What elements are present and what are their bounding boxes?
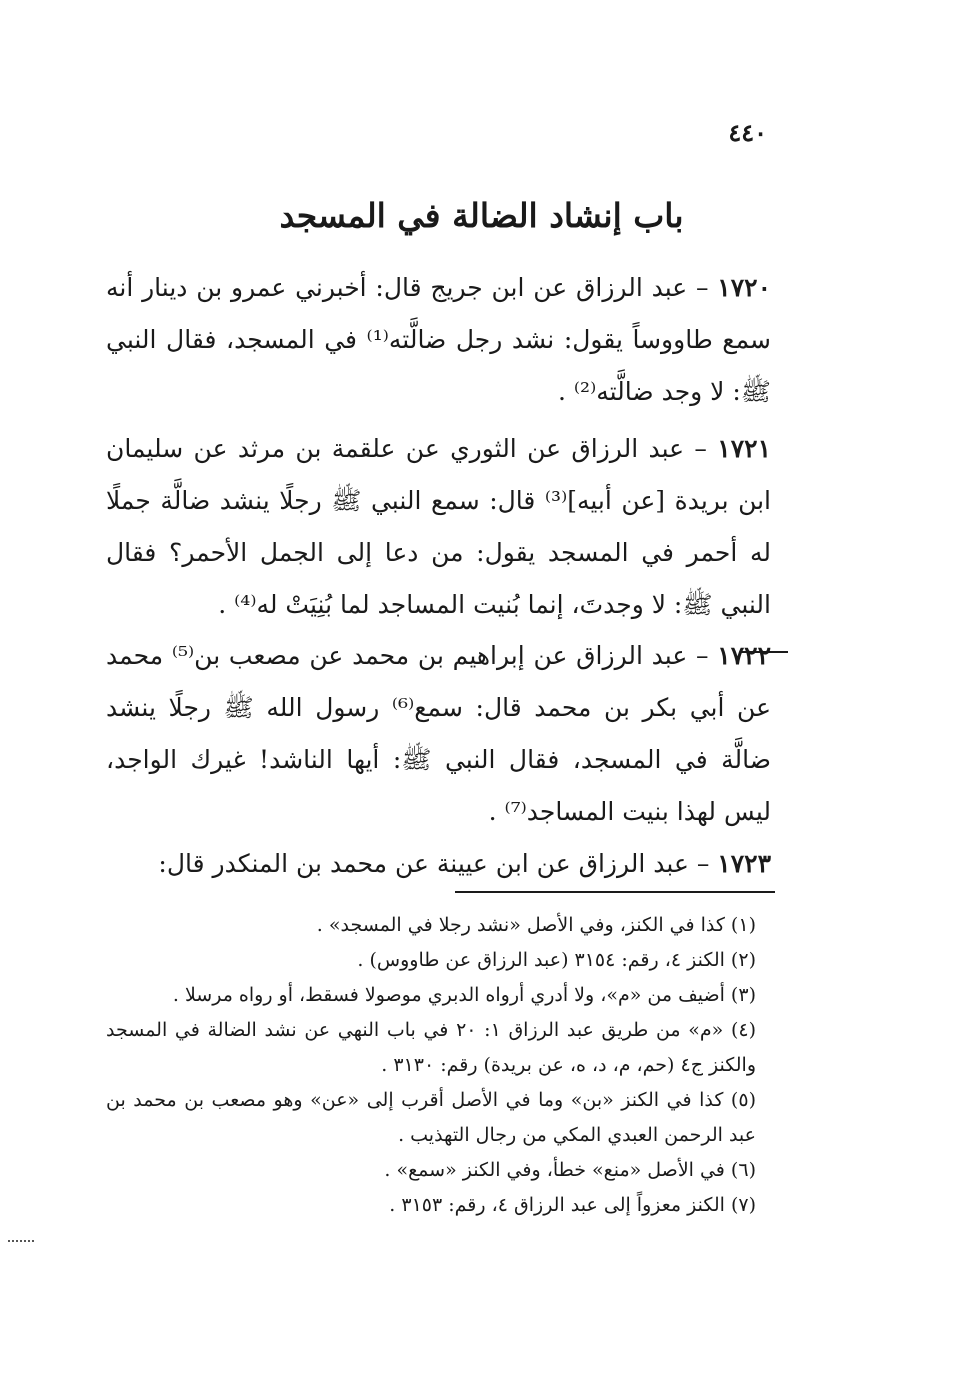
hadith-1721 [106, 423, 771, 631]
scan-mark [8, 1240, 34, 1248]
hadith-number: ١٧٢٣ [717, 849, 771, 878]
hadith-1723 [106, 838, 771, 890]
hadith-text: – عبد الرزاق عن ابن جريج قال: أخبرني عمرو بن دينار أنه سمع طاووساً يقول: نشد رجل ضالَّته⁽¹⁾ في المسجد، فقال النبي ﷺ: لا وجد ضالَّته⁽²⁾ . [106, 273, 771, 406]
hadith-number: ١٧٢١ [717, 434, 771, 463]
hadith-number: ١٧٢٠ [717, 273, 771, 302]
hadith-text: – عبد الرزاق عن إبراهيم بن محمد عن مصعب بن⁽⁵⁾ محمد عن أبي بكر بن محمد قال: سمع⁽⁶⁾ رسول الله ﷺ رجلًا ينشد ضالَّة في المسجد، فقال النبي ﷺ: أيها الناشد! غيرك الواجد، ليس لهذا بنيت المساجد⁽⁷⁾ . [106, 641, 771, 826]
footnote-3: (٣) أضيف من «م»، ولا أدري أرواه الدبري موصولا فسقط، أو رواه مرسلا . [172, 984, 756, 1006]
hadith-1722 [106, 630, 771, 838]
hadith-number: ١٧٢٢ [717, 641, 772, 670]
footnote-6: (٦) في الأصل «منع» خطأ، وفي الكنز «سمع» . [384, 1159, 756, 1181]
footnote-divider [455, 891, 775, 893]
hadith-1720 [106, 262, 771, 418]
footnote-1: (١) كذا في الكنز، وفي الأصل «نشد رجلا في المسجد» . [316, 914, 756, 936]
footnote-2: (٢) الكنز ٤، رقم: ٣١٥٤ (عبد الرزاق عن طاووس) . [357, 949, 756, 971]
footnote-7: (٧) الكنز معزواً إلى عبد الرزاق ٤، رقم: ٣١٥٣ . [389, 1194, 756, 1216]
hadith-text: – عبد الرزاق عن ابن عيينة عن محمد بن المنكدر قال: [158, 849, 710, 878]
footnote-5: (٥) كذا في الكنز «بن» وما في الأصل أقرب إلى «عن» وهو مصعب بن محمد بن عبد الرحمن العبدي المكي من رجال التهذيب . [106, 1089, 756, 1146]
chapter-title: باب إنشاد الضالة في المسجد [279, 196, 684, 235]
page-number: ٤٤٠ [728, 118, 767, 147]
footnote-4: (٤) «م» من طريق عبد الرزاق ١: ٢٠ في باب النهي عن نشد الضالة في المسجد والكنز ج٤ (حم، م، د، ه، عن بريدة) رقم: ٣١٣٠ . [106, 1019, 756, 1076]
hadith-text: – عبد الرزاق عن الثوري عن علقمة بن مرثد عن سليمان ابن بريدة [عن أبيه]⁽³⁾ قال: سمع النبي ﷺ رجلًا ينشد ضالَّة جملًا له أحمر في المسجد يقول: من دعا إلى الجمل الأحمر؟ فقال النبي ﷺ: لا وجدتَ، إنما بُنيت المساجد لما بُنِيَتْ له⁽⁴⁾ . [106, 434, 771, 619]
footnotes [106, 908, 786, 1223]
